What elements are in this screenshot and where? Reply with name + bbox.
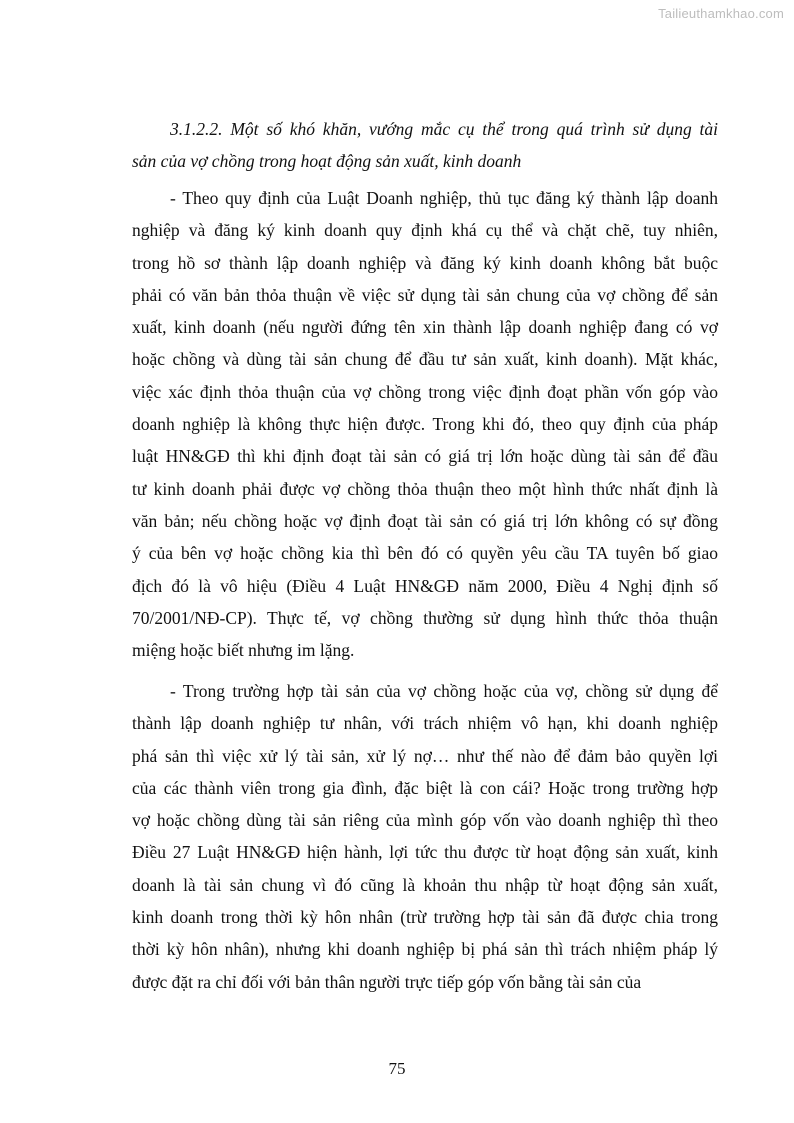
paragraph-line: trong hồ sơ thành lập doanh nghiệp và đăng ký kinh doanh không bắt buộc xyxy=(132,252,718,273)
paragraph-line: thời kỳ hôn nhân), nhưng khi doanh nghiệp bị phá sản thì trách nhiệm pháp lý xyxy=(132,939,718,960)
paragraph-line: Điều 27 Luật HN&GĐ hiện hành, lợi tức thu được từ hoạt động sản xuất, kinh xyxy=(132,842,718,863)
paragraph-line: miệng hoặc biết nhưng im lặng. xyxy=(132,640,355,661)
paragraph-line: ý của bên vợ hoặc chồng kia thì bên đó có quyền yêu cầu TA tuyên bố giao xyxy=(132,543,718,564)
heading-line: 3.1.2.2. Một số khó khăn, vướng mắc cụ thể trong quá trình sử dụng tài xyxy=(170,119,718,139)
paragraph-line: phá sản thì việc xử lý tài sản, xử lý nợ… như thế nào để đảm bảo quyền lợi xyxy=(132,745,718,766)
page-number: 75 xyxy=(388,1059,406,1078)
paragraph-line: của các thành viên trong gia đình, đặc biệt là con cái? Hoặc trong trường hợp xyxy=(132,777,718,798)
paragraph-1 xyxy=(132,182,718,666)
paragraph-line: tư kinh doanh phải được vợ chồng thỏa thuận theo một hình thức nhất định là xyxy=(132,478,718,499)
paragraph-line: luật HN&GĐ thì khi định đoạt tài sản có giá trị lớn hoặc dùng tài sản để đầu xyxy=(132,446,718,467)
paragraph-line: hoặc chồng và dùng tài sản chung để đầu tư sản xuất, kinh doanh). Mặt khác, xyxy=(132,349,718,370)
paragraph-line: phải có văn bản thỏa thuận về việc sử dụng tài sản chung của vợ chồng để sản xyxy=(132,284,718,305)
paragraph-line: doanh là tài sản chung vì đó cũng là khoản thu nhập từ hoạt động sản xuất, xyxy=(132,874,718,895)
paragraph-line: - Theo quy định của Luật Doanh nghiệp, thủ tục đăng ký thành lập doanh xyxy=(170,188,718,208)
watermark: Tailieuthamkhao.com xyxy=(658,6,784,21)
paragraph-line: văn bản; nếu chồng hoặc vợ định đoạt tài sản có giá trị lớn không có sự đồng xyxy=(132,510,718,531)
paragraph-line: được đặt ra chỉ đối với bản thân người trực tiếp góp vốn bằng tài sản của xyxy=(132,971,642,992)
paragraph-line: doanh nghiệp là không thực hiện được. Trong khi đó, theo quy định của pháp xyxy=(132,414,718,435)
paragraph-line: việc xác định thỏa thuận của vợ chồng trong việc định đoạt phần vốn góp vào xyxy=(132,381,718,402)
paragraph-line: vợ hoặc chồng dùng tài sản riêng của mình góp vốn vào doanh nghiệp thì theo xyxy=(132,810,718,831)
paragraph-2 xyxy=(132,675,718,998)
heading-line: sản của vợ chồng trong hoạt động sản xuất, kinh doanh xyxy=(132,151,522,171)
paragraph-line: thành lập doanh nghiệp tư nhân, với trách nhiệm vô hạn, khi doanh nghiệp xyxy=(132,713,718,734)
paragraph-line: địch đó là vô hiệu (Điều 4 Luật HN&GĐ năm 2000, Điều 4 Nghị định số xyxy=(132,575,718,596)
paragraph-line: 70/2001/NĐ-CP). Thực tế, vợ chồng thường sử dụng hình thức thỏa thuận xyxy=(132,607,718,628)
paragraph-line: xuất, kinh doanh (nếu người đứng tên xin thành lập doanh nghiệp đang có vợ xyxy=(132,317,718,338)
section-heading xyxy=(132,113,718,177)
paragraph-line: nghiệp và đăng ký kinh doanh quy định khá cụ thể và chặt chẽ, tuy nhiên, xyxy=(132,220,718,241)
paragraph-line: kinh doanh trong thời kỳ hôn nhân (trừ trường hợp tài sản đã được chia trong xyxy=(132,907,718,928)
paragraph-line: - Trong trường hợp tài sản của vợ chồng hoặc của vợ, chồng sử dụng để xyxy=(170,681,718,701)
